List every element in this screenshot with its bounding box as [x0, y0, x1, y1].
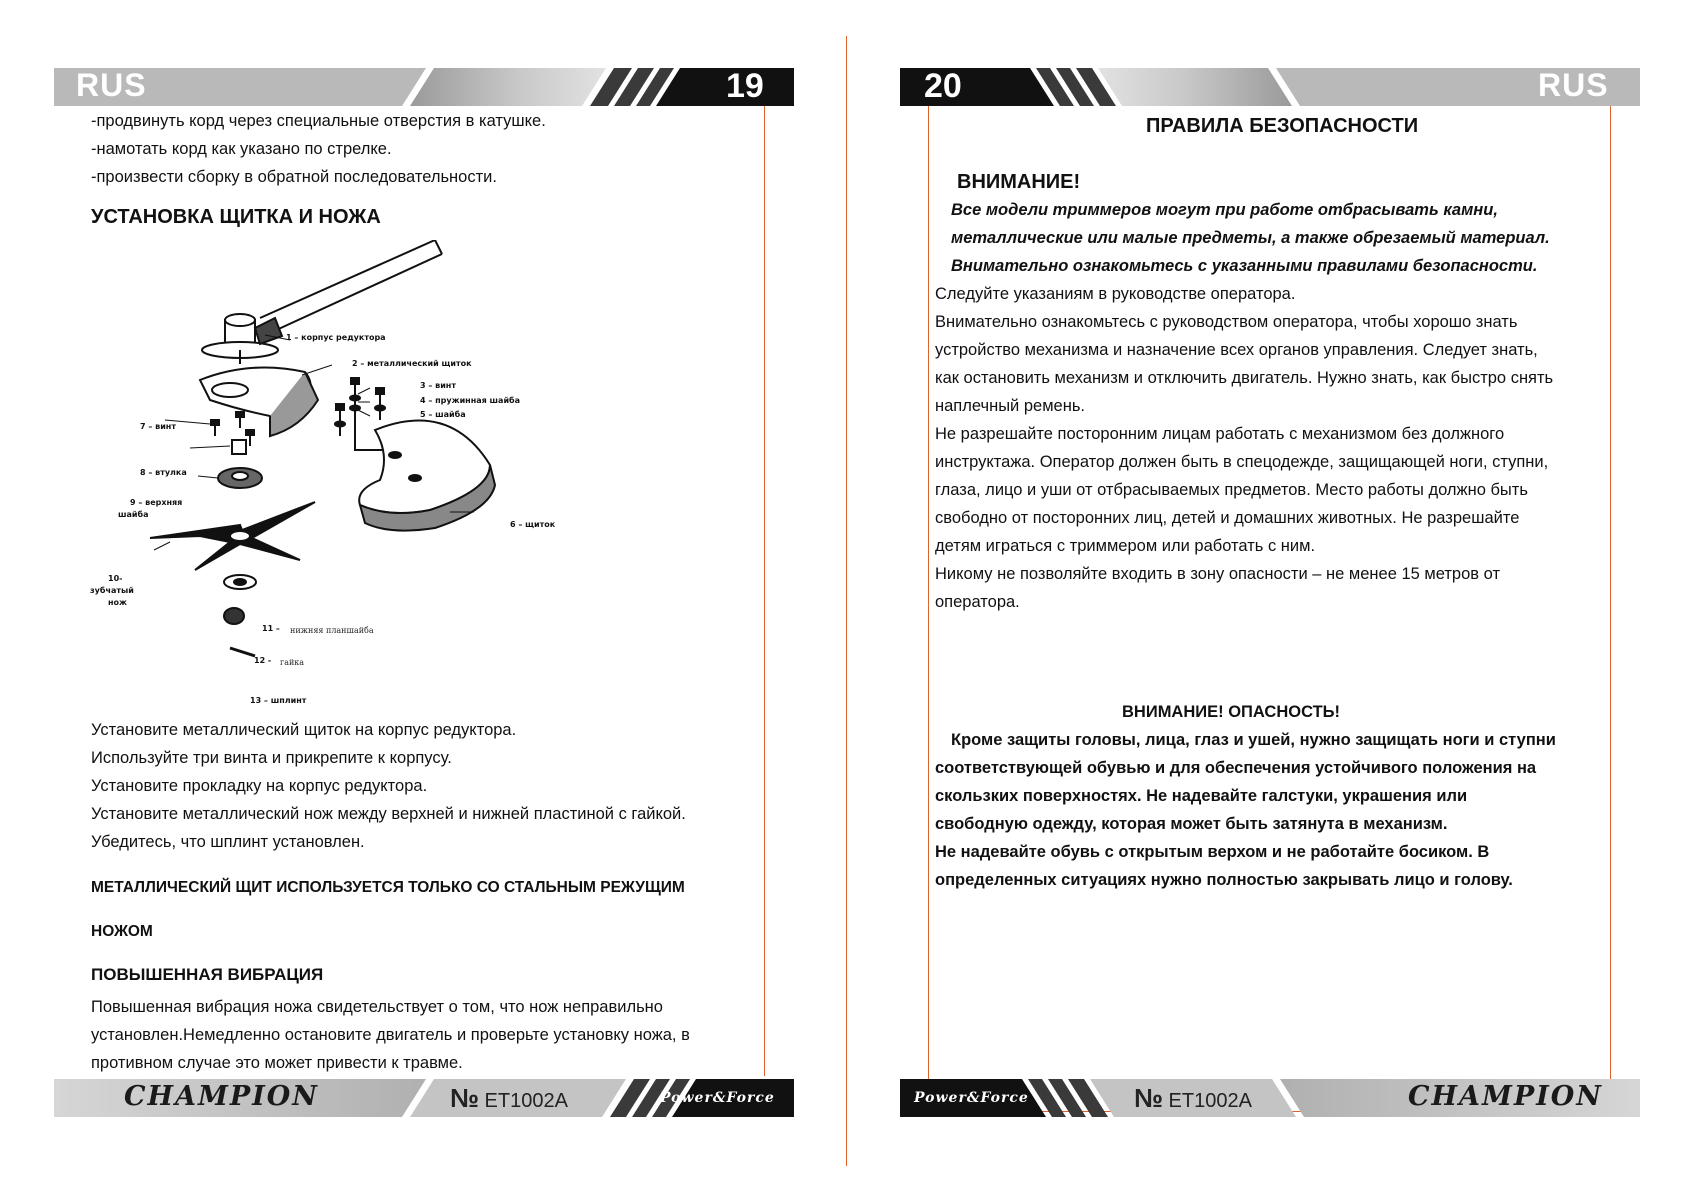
attention-heading: ВНИМАНИЕ! — [957, 171, 1081, 193]
diagram-label-9a: 9 – верхняя — [130, 498, 183, 507]
instruction-line: Установите металлический щиток на корпус редуктора. — [91, 721, 517, 739]
metal-guard-warning: МЕТАЛЛИЧЕСКИЙ ЩИТ ИСПОЛЬЗУЕТСЯ ТОЛЬКО СО СТАЛЬНЫМ РЕЖУЩИМ — [91, 879, 685, 896]
diagram-label-12: 12 - — [254, 656, 272, 665]
vibration-title: ПОВЫШЕННАЯ ВИБРАЦИЯ — [91, 965, 324, 984]
left-footer-model — [450, 1083, 568, 1114]
safety-line: детям играться с триммером или работать с ним. — [935, 537, 1316, 555]
intro-line: -намотать корд как указано по стрелке. — [91, 140, 392, 158]
diagram-label-2: 2 – металлический щиток — [352, 359, 472, 368]
danger-line: Кроме защиты головы, лица, глаз и ушей, нужно защищать ноги и ступни — [951, 731, 1556, 749]
instruction-line: Установите прокладку на корпус редуктора. — [91, 777, 428, 795]
danger-line: свободную одежду, которая может быть затянута в механизм. — [935, 815, 1448, 833]
intro-line: -продвинуть корд через специальные отверстия в катушке. — [91, 112, 546, 130]
number-sign: № — [450, 1083, 479, 1113]
diagram-label-10a: 10- — [108, 574, 123, 583]
left-footer-brand: CHAMPION — [124, 1081, 319, 1112]
safety-line: как остановить механизм и отключить двигатель. Нужно знать, как быстро снять — [935, 369, 1554, 387]
vibration-line: противном случае это может привести к травме. — [91, 1054, 463, 1072]
left-page-number: 19 — [726, 67, 764, 105]
diagram-label-8: 8 – втулка — [140, 468, 187, 477]
right-page-number: 20 — [924, 67, 962, 105]
italic-warning-line: Внимательно ознакомьтесь с указанными правилами безопасности. — [951, 257, 1538, 275]
right-footer-tagline: Power&Force — [914, 1090, 1029, 1106]
metal-guard-warning-cont: НОЖОМ — [91, 923, 153, 940]
italic-warning-line: металлические или малые предметы, а также обрезаемый материал. — [951, 229, 1550, 247]
instruction-line: Убедитесь, что шплинт установлен. — [91, 833, 365, 851]
diagram-label-9b: шайба — [118, 510, 149, 519]
diagram-label-5: 5 – шайба — [420, 410, 466, 419]
section-title: УСТАНОВКА ЩИТКА И НОЖА — [91, 206, 381, 228]
diagram-label-4: 4 – пружинная шайба — [420, 396, 521, 405]
diagram-label-11: 11 – — [262, 624, 280, 633]
danger-title: ВНИМАНИЕ! ОПАСНОСТЬ! — [1122, 703, 1341, 721]
diagram-label-11-text: нижняя планшайба — [290, 626, 374, 635]
danger-line: соответствующей обувью и для обеспечения устойчивого положения на — [935, 759, 1537, 777]
number-sign: № — [1134, 1083, 1163, 1113]
safety-line: Внимательно ознакомьтесь с руководством оператора, чтобы хорошо знать — [935, 313, 1518, 331]
vibration-line: установлен.Немедленно остановите двигатель и проверьте установку ножа, в — [91, 1026, 690, 1044]
right-footer-model — [1134, 1083, 1252, 1114]
diagram-label-10b: зубчатый — [90, 586, 134, 595]
diagram-label-12-text: гайка — [280, 658, 305, 667]
diagram-label-13: 13 – шплинт — [250, 696, 307, 705]
assembly-diagram — [90, 240, 590, 710]
instruction-line: Используйте три винта и прикрепите к корпусу. — [91, 749, 452, 767]
diagram-label-10c: нож — [108, 598, 127, 607]
instruction-line: Установите металлический нож между верхней и нижней пластиной с гайкой. — [91, 805, 686, 823]
left-lang-label: RUS — [76, 67, 147, 103]
safety-line: наплечный ремень. — [935, 397, 1086, 415]
safety-title: ПРАВИЛА БЕЗОПАСНОСТИ — [1146, 115, 1419, 137]
safety-line: Не разрешайте посторонним лицам работать с механизмом без должного — [935, 425, 1505, 443]
model-code: ET1002A — [484, 1090, 568, 1112]
left-margin-line — [764, 106, 765, 1076]
intro-line: -произвести сборку в обратной последовательности. — [91, 168, 497, 186]
diagram-label-3: 3 – винт — [420, 381, 456, 390]
danger-line: Не надевайте обувь с открытым верхом и не работайте босиком. В — [935, 843, 1490, 861]
left-footer-tagline: Power&Force — [660, 1090, 775, 1106]
model-code: ET1002A — [1168, 1090, 1252, 1112]
right-footer-brand: CHAMPION — [1408, 1081, 1603, 1112]
right-header-band — [900, 68, 1640, 106]
center-fold-line — [846, 36, 847, 1166]
right-lang-label: RUS — [1538, 67, 1609, 103]
vibration-line: Повышенная вибрация ножа свидетельствует о том, что нож неправильно — [91, 998, 663, 1016]
safety-line: Следуйте указаниям в руководстве оператора. — [935, 285, 1296, 303]
danger-line: определенных ситуациях нужно полностью закрывать лицо и голову. — [935, 871, 1513, 889]
safety-line: устройство механизма и назначение всех органов управления. Следует знать, — [935, 341, 1538, 359]
right-margin-line-right — [1610, 106, 1611, 1081]
right-margin-line-left — [928, 106, 929, 1116]
left-header-band — [54, 68, 794, 106]
safety-line: инструктажа. Оператор должен быть в спецодежде, защищающей ноги, ступни, — [935, 453, 1549, 471]
danger-line: скользких поверхностях. Не надевайте галстуки, украшения или — [935, 787, 1468, 805]
safety-line: Никому не позволяйте входить в зону опасности – не менее 15 метров от — [935, 565, 1501, 583]
italic-warning-line: Все модели триммеров могут при работе отбрасывать камни, — [951, 201, 1498, 219]
safety-line: глаза, лицо и уши от отбрасываемых предметов. Место работы должно быть — [935, 481, 1528, 499]
safety-line: свободно от посторонних лиц, детей и домашних животных. Не разрешайте — [935, 509, 1520, 527]
diagram-label-6: 6 – щиток — [510, 520, 556, 529]
safety-line: оператора. — [935, 593, 1020, 611]
diagram-label-7: 7 – винт — [140, 422, 176, 431]
diagram-label-1: 1 – корпус редуктора — [286, 333, 386, 342]
